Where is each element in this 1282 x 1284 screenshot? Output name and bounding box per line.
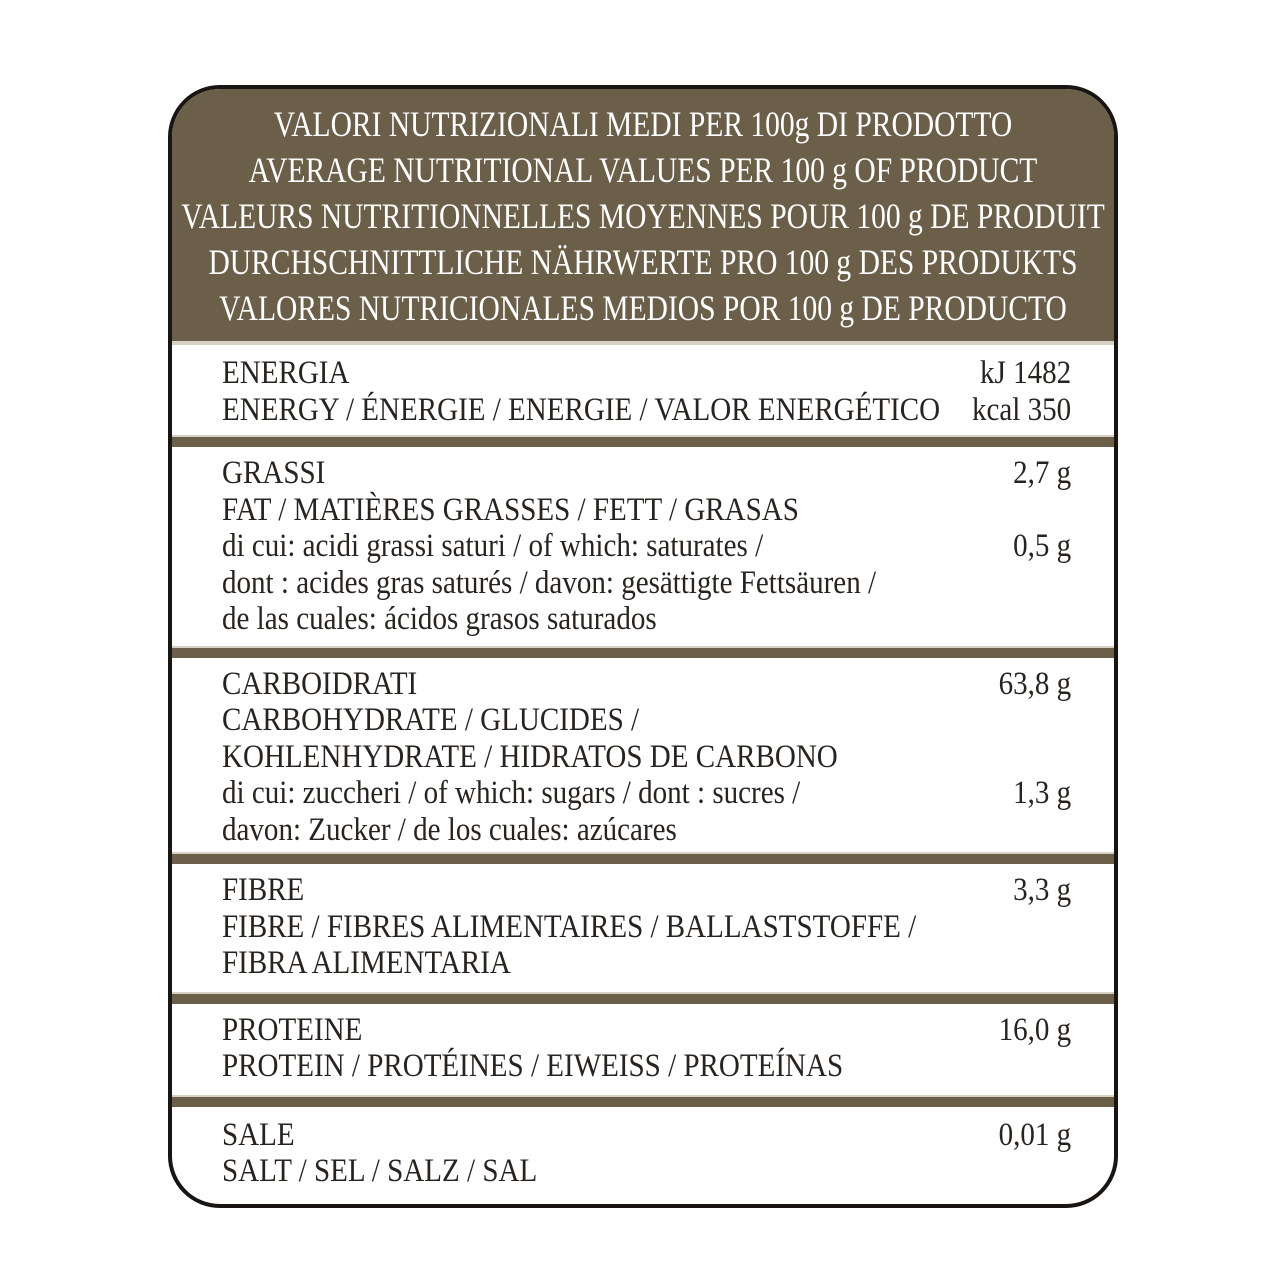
nutrient-value: 1,3 g (1013, 775, 1072, 811)
nutrient-name: dont : acides gras saturés / davon: gesättigte Fettsäuren / (222, 564, 877, 601)
nutrient-value: 2,7 g (1013, 455, 1072, 491)
nutrition-label (168, 85, 1118, 1208)
row-fibre (172, 864, 1114, 992)
nutrient-line (222, 1153, 1071, 1190)
row-divider (172, 435, 1114, 447)
nutrient-value: 3,3 g (1013, 872, 1072, 908)
row-divider (172, 646, 1114, 658)
nutrient-value: 16,0 g (998, 1011, 1072, 1048)
row-divider (172, 852, 1114, 864)
header-line-german: DURCHSCHNITTLICHE NÄHRWERTE PRO 100 g DES PRODUKTS (208, 242, 1078, 282)
nutrient-name: SALT / SEL / SALZ / SAL (222, 1153, 538, 1189)
row-fat (172, 447, 1114, 646)
header-line-french: VALEURS NUTRITIONNELLES MOYENNES POUR 100 g DE PRODUIT (181, 196, 1105, 236)
row-protein (172, 1004, 1114, 1095)
nutrient-name: FIBRE / FIBRES ALIMENTAIRES / BALLASTSTOFFE / (222, 908, 917, 945)
nutrient-line (222, 945, 1071, 982)
nutrient-line (222, 702, 1071, 739)
row-carbohydrate (172, 658, 1114, 853)
nutrient-value: 0,01 g (998, 1116, 1072, 1153)
nutrient-line (222, 775, 1071, 812)
nutrient-name: SALE (222, 1116, 295, 1153)
nutrient-name: di cui: zuccheri / of which: sugars / dont : sucres / (222, 775, 801, 811)
nutrient-name: di cui: acidi grassi saturi / of which: saturates / (222, 528, 764, 564)
nutrient-line (222, 528, 1071, 565)
nutrient-line (222, 739, 1071, 776)
nutrient-value: kcal 350 (972, 391, 1072, 428)
nutrient-name: FIBRA ALIMENTARIA (222, 945, 511, 981)
nutrient-line (222, 455, 1071, 492)
nutrient-line (222, 1012, 1071, 1049)
nutrient-name: CARBOIDRATI (222, 665, 418, 702)
nutrient-line (222, 565, 1071, 602)
header-line-italian: VALORI NUTRIZIONALI MEDI PER 100g DI PRODOTTO (273, 104, 1013, 144)
nutrient-line (222, 601, 1071, 638)
nutrient-name: davon: Zucker / de los cuales: azúcares (222, 811, 677, 848)
nutrient-name: de las cuales: ácidos grasos saturados (222, 601, 657, 637)
row-divider (172, 1095, 1114, 1107)
row-carbohydrate-content (222, 666, 1071, 849)
nutrient-line (222, 1048, 1071, 1085)
nutrient-name: PROTEIN / PROTÉINES / EIWEISS / PROTEÍNAS (222, 1048, 844, 1084)
nutrient-line (222, 355, 1071, 392)
nutrient-line (222, 909, 1071, 946)
nutrient-name: GRASSI (222, 455, 326, 491)
header-line-spanish: VALORES NUTRICIONALES MEDIOS POR 100 g DE PRODUCTO (219, 288, 1067, 328)
nutrient-value: kJ 1482 (980, 355, 1072, 391)
nutrient-line (222, 812, 1071, 849)
nutrient-name: CARBOHYDRATE / GLUCIDES / (222, 702, 640, 738)
nutrient-name: ENERGY / ÉNERGIE / ENERGIE / VALOR ENERGÉTICO (222, 391, 941, 428)
row-divider (172, 992, 1114, 1004)
nutrient-value: 0,5 g (1013, 528, 1072, 564)
nutrient-name: PROTEINE (222, 1011, 363, 1048)
nutrient-name: FAT / MATIÈRES GRASSES / FETT / GRASAS (222, 491, 799, 528)
header-line-english: AVERAGE NUTRITIONAL VALUES PER 100 g OF PRODUCT (248, 150, 1038, 190)
nutrient-line (222, 392, 1071, 429)
nutrient-name: KOHLENHYDRATE / HIDRATOS DE CARBONO (222, 738, 838, 775)
row-protein-content (222, 1012, 1071, 1085)
nutrient-line (222, 1117, 1071, 1154)
row-fat-content (222, 455, 1071, 638)
nutrient-name: ENERGIA (222, 355, 350, 391)
row-fibre-content (222, 872, 1071, 982)
nutrient-name: FIBRE (222, 872, 305, 908)
nutrient-value: 63,8 g (998, 665, 1072, 702)
nutrient-line (222, 666, 1071, 703)
row-salt-content (222, 1117, 1071, 1190)
row-salt (172, 1107, 1114, 1190)
row-energy-content (222, 355, 1071, 428)
label-header-text (172, 89, 1114, 331)
nutrient-line (222, 492, 1071, 529)
label-header (172, 89, 1114, 345)
nutrient-line (222, 872, 1071, 909)
row-energy (172, 345, 1114, 435)
